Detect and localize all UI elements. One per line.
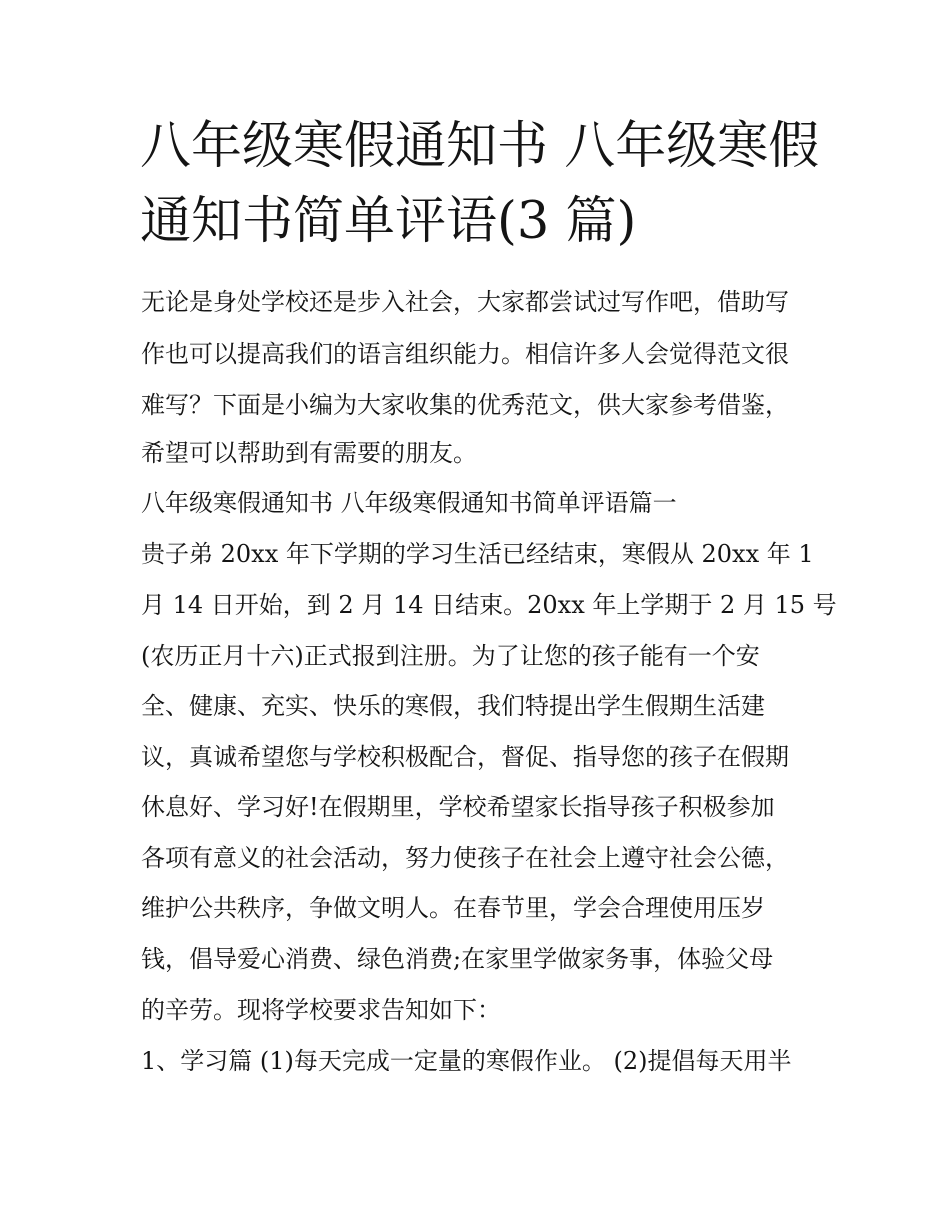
body-line: 维护公共秩序，争做文明人。在春节里，学会合理使用压岁 xyxy=(141,894,765,922)
body-line: 作也可以提高我们的语言组织能力。相信许多人会觉得范文很 xyxy=(141,340,789,368)
body-line: 难写？下面是小编为大家收集的优秀范文，供大家参考借鉴， xyxy=(141,391,789,419)
body-line: 月 14 日开始，到 2 月 14 日结束。20xx 年上学期于 2 月 15 号 xyxy=(141,591,837,619)
body-line: 贵子弟 20xx 年下学期的学习生活已经结束，寒假从 20xx 年 1 xyxy=(141,540,814,568)
body-line: 的辛劳。现将学校要求告知如下： xyxy=(141,996,501,1024)
document-title-line-2: 通知书简单评语(3 篇) xyxy=(140,192,637,251)
section-heading: 八年级寒假通知书 八年级寒假通知书简单评语篇一 xyxy=(141,489,677,517)
body-line: 议，真诚希望您与学校积极配合，督促、指导您的孩子在假期 xyxy=(141,743,789,771)
body-line: 休息好、学习好!在假期里，学校希望家长指导孩子积极参加 xyxy=(141,793,775,821)
body-line: 全、健康、充实、快乐的寒假，我们特提出学生假期生活建 xyxy=(141,692,765,720)
body-line: 希望可以帮助到有需要的朋友。 xyxy=(141,439,477,467)
body-line: 钱，倡导爱心消费、绿色消费;在家里学做家务事，体验父母 xyxy=(141,945,774,973)
body-line: (农历正月十六)正式报到注册。为了让您的孩子能有一个安 xyxy=(141,642,760,670)
body-line: 各项有意义的社会活动，努力使孩子在社会上遵守社会公德， xyxy=(141,844,789,872)
body-line: 1、学习篇 (1)每天完成一定量的寒假作业。 (2)提倡每天用半 xyxy=(141,1047,792,1075)
body-line: 无论是身处学校还是步入社会，大家都尝试过写作吧，借助写 xyxy=(141,288,789,316)
document-title-line-1: 八年级寒假通知书 八年级寒假 xyxy=(140,117,820,176)
